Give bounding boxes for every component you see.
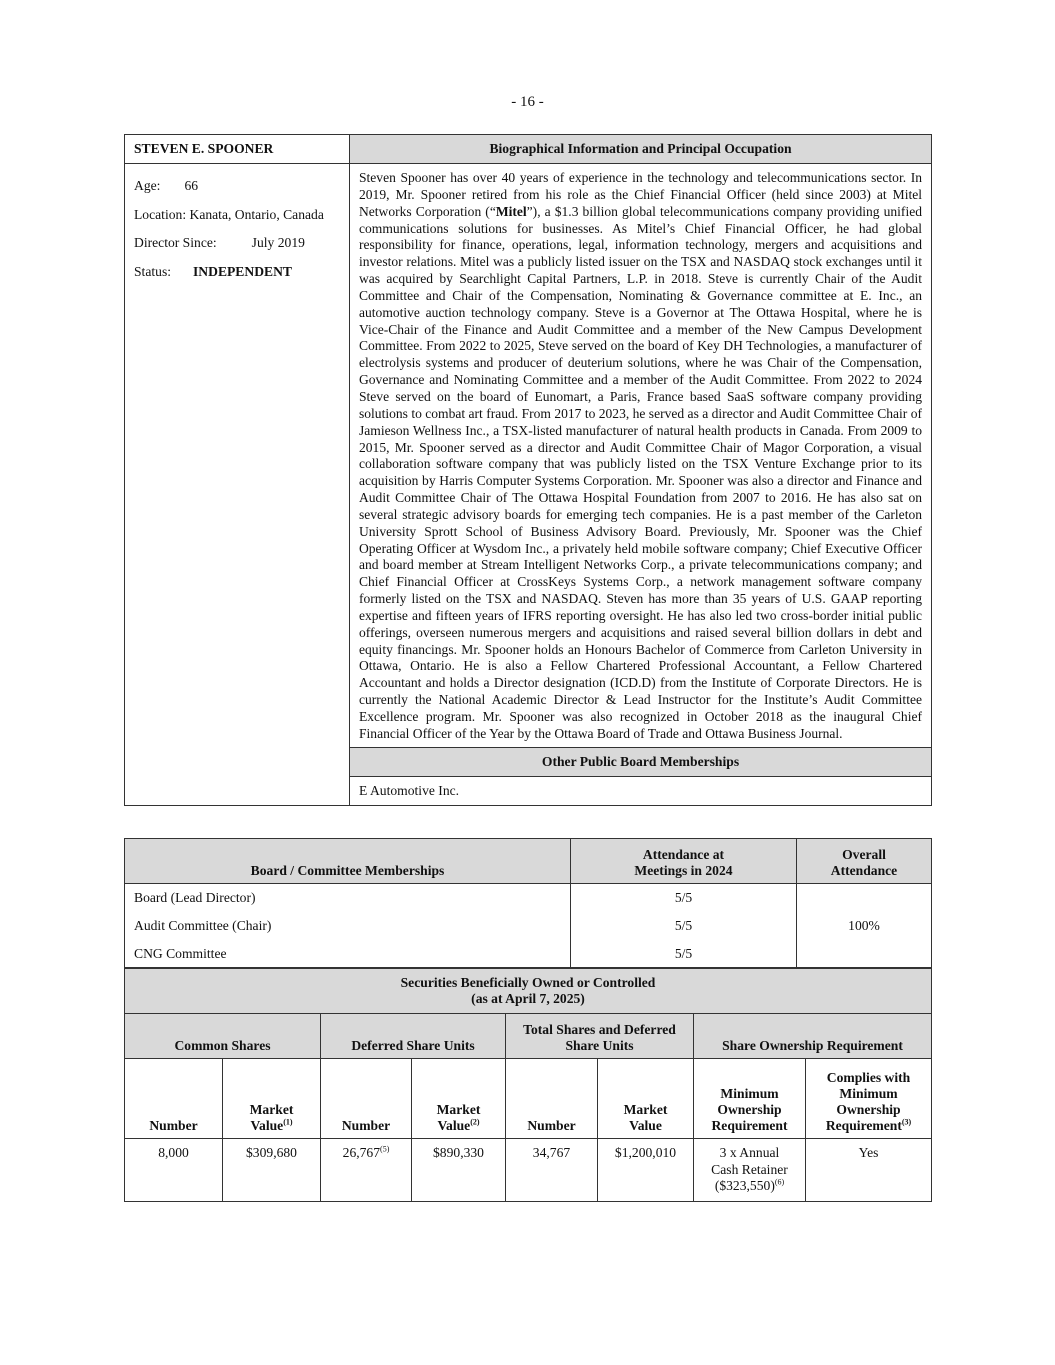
bio-header: Biographical Information and Principal Occupation	[350, 135, 932, 164]
min-requirement-header: Minimum Ownership Requirement	[694, 1059, 806, 1139]
public-boards-header: Other Public Board Memberships	[350, 747, 932, 776]
dsu-market-value: $890,330	[412, 1139, 506, 1202]
director-bio-table	[124, 134, 932, 806]
table-row: Board (Lead Director)	[134, 890, 256, 905]
overall-attendance: 100%	[797, 884, 932, 968]
securities-title: Securities Beneficially Owned or Controlled (as at April 7, 2025)	[125, 969, 932, 1014]
total-number: 34,767	[506, 1139, 598, 1202]
bio-bold-term: Mitel	[495, 203, 527, 219]
common-market-header: Market Value$^{(1)}$	[223, 1059, 321, 1139]
attendance-header: Attendance at Meetings in 2024	[571, 839, 797, 884]
total-market-value: $1,200,010	[598, 1139, 694, 1202]
overall-header: Overall Attendance	[797, 839, 932, 884]
membership-list	[125, 884, 571, 968]
attendance-value: 5/5	[674, 890, 693, 905]
securities-table	[124, 968, 932, 1202]
requirement-header: Share Ownership Requirement	[694, 1014, 932, 1059]
membership-header: Board / Committee Memberships	[125, 839, 571, 884]
complies-header: Complies with Minimum Ownership Requirement$^{(3)}$	[806, 1059, 932, 1139]
common-number-header: Number	[125, 1059, 223, 1139]
dsu-number: 26,767$^{(5)}$	[321, 1139, 412, 1202]
common-market-value: $309,680	[223, 1139, 321, 1202]
director-age: Age: 66	[134, 178, 199, 193]
page-number: - 16 -	[511, 94, 544, 110]
director-since: Director Since: July 2019	[134, 235, 305, 250]
attendance-value: 5/5	[674, 946, 693, 961]
dsu-market-header: Market Value$^{(2)}$	[412, 1059, 506, 1139]
table-row: CNG Committee	[134, 946, 227, 961]
total-number-header: Number	[506, 1059, 598, 1139]
bio-text: Steven Spooner has over 40 years of experience in the technology and telecommunications sector. In 2019, Mr. Spooner retired from his role as the Chief Financial Officer (held since 2003) at Mitel Networks Corporation (“Mitel”), a $1.3 billion global telecommunications company providing unified communications solutions for businesses. As Mitel’s Chief Financial Officer, he had global responsibility for finance, operations, legal, information technology, mergers and acquisitions and investor relations. Mitel was a publicly listed issuer on the TSX and NASDAQ stock exchanges until it was acquired by Searchlight Capital Partners, L.P. in 2018. Steve is currently Chair of the Audit Committee and Chair of the Compensation, Nominating & Governance committee at E. Inc., an automotive auction technology company. Steve is a Governor at The Ottawa Hospital, where he is Vice-Chair of the Finance and Audit Committee and a member of the New Campus Development Committee. From 2022 to 2025, Steve served on the board of Key DH Technologies, a manufacturer of electrolysis systems and producer of deuterium solutions, where he was Chair of the Compensation, Governance and Nominating Committee and a member of the Audit Committee. From 2022 to 2024 Steve served on the board of Eunomart, a Paris, France based SaaS software company providing solutions to combat art fraud. From 2017 to 2023, he served as a director and Audit Committee Chair of Jamieson Wellness Inc., a TSX-listed manufacturer of natural health products in Canada. From 2009 to 2015, Mr. Spooner served as a director and Audit Committee Chair of Magor Corporation, a visual collaboration software company that was publicly listed on the TSX Venture Exchange prior to its acquisition by Harris Computer Systems Corporation. Mr. Spooner was also a director and Finance and Audit Committee Chair of The Ottawa Hospital Foundation from 2007 to 2016. He has also sat on several strategic advisory boards for emerging tech companies. He is a past member of the Carleton University Sprott School of Business Advisory Board. Previously, Mr. Spooner was the Chief Operating Officer at Wysdom Inc., a privately held mobile software company; Chief Executive Officer and board member at Stream Intelligent Networks Corp., a private telecommunications company; and Chief Financial Officer at CrossKeys Systems Corp., a network management software company formerly listed on the TSX and NASDAQ. Steven has more than 35 years of U.S. GAAP reporting expertise and fifteen years of IFRS reporting oversight. He has also led two cross-border initial public offerings, overseen numerous mergers and acquisitions and raised several billion dollars in debt and equity financings. Mr. Spooner holds an Honours Bachelor of Commerce from Carleton University in Ottawa, Ontario. He is also a Fellow Chartered Professional Accountant, a Fellow Chartered Accountant and holds a Director designation (ICD.D) from the Institute of Corporate Directors. He is currently the National Academic Director & Lead Instructor for the Institute’s Audit Committee Excellence program. Mr. Spooner was also recognized in October 2018 as the inaugural Chief Financial Officer of the Year by the Ottawa Board of Trade and Ottawa Business Journal.	[350, 164, 932, 748]
director-location: Location: Kanata, Ontario, Canada	[134, 206, 324, 222]
director-details	[125, 164, 350, 806]
complies-value: Yes	[806, 1139, 932, 1202]
dsu-header: Deferred Share Units	[321, 1014, 506, 1059]
dsu-number-header: Number	[321, 1059, 412, 1139]
director-status: Status: INDEPENDENT	[134, 263, 292, 279]
min-requirement-value: 3 x Annual Cash Retainer ($323,550)$^{(6)}$	[694, 1139, 806, 1202]
common-number: 8,000	[125, 1139, 223, 1202]
common-shares-header: Common Shares	[125, 1014, 321, 1059]
total-market-header: Market Value	[598, 1059, 694, 1139]
total-header: Total Shares and Deferred Share Units	[506, 1014, 694, 1059]
attendance-value: 5/5	[674, 918, 693, 933]
attendance-table	[124, 838, 932, 968]
director-name: STEVEN E. SPOONER	[125, 135, 350, 164]
attendance-list	[571, 884, 797, 968]
table-row: Audit Committee (Chair)	[134, 918, 272, 933]
public-board-item: E Automotive Inc.	[350, 776, 932, 805]
